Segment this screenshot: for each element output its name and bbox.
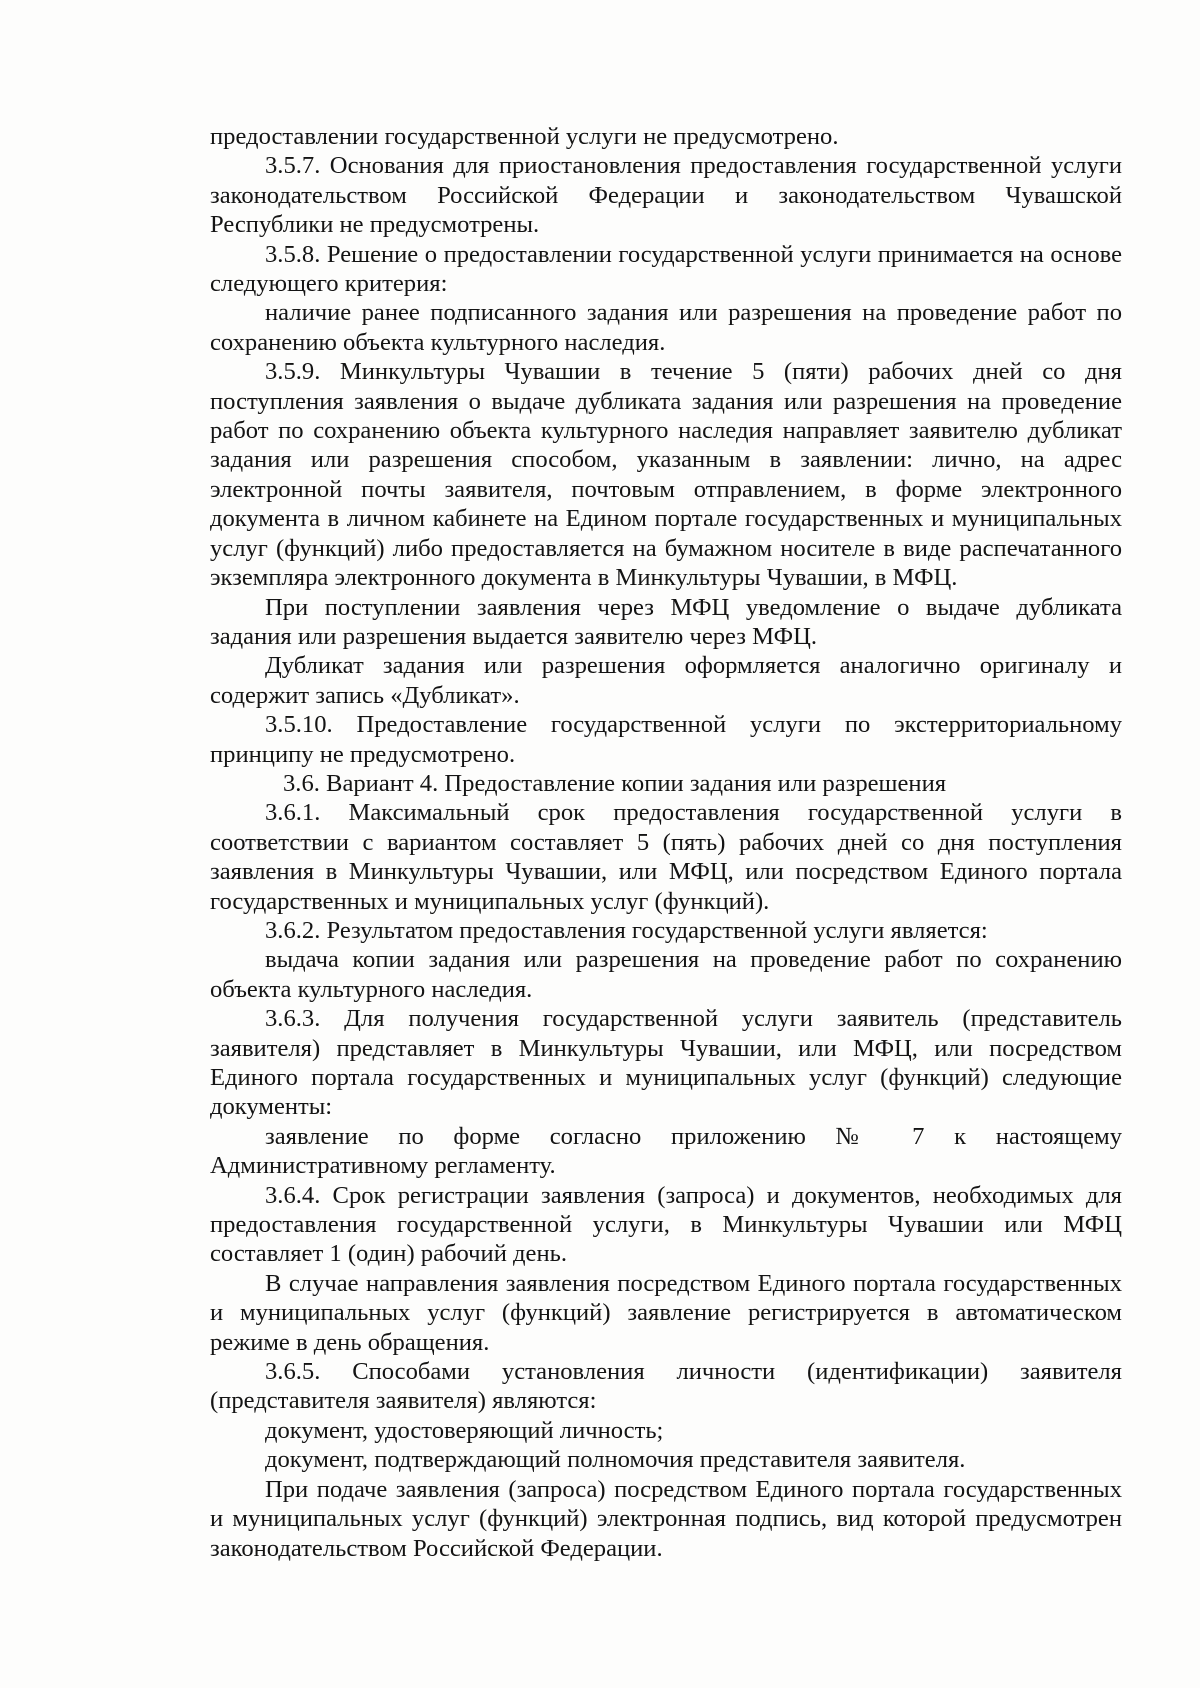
paragraph: 3.6.4. Срок регистрации заявления (запроса) и документов, необходимых для предоставления государственной услуги, в Минкультуры Чувашии или МФЦ составляет 1 (один) рабочий день. — [210, 1181, 1122, 1268]
paragraph: выдача копии задания или разрешения на проведение работ по сохранению объекта культурного наследия. — [210, 946, 1122, 1003]
paragraph: 3.6.3. Для получения государственной услуги заявитель (представитель заявителя) представляет в Минкультуры Чувашии, или МФЦ, или посредством Единого портала государственных и муниципальных услуг (функций) следующие документы: — [210, 1005, 1122, 1121]
paragraph: При подаче заявления (запроса) посредством Единого портала государственных и муниципальных услуг (функций) электронная подпись, вид которой предусмотрен законодательством Российской Федерации. — [210, 1475, 1122, 1562]
paragraph: 3.6.2. Результатом предоставления государственной услуги является: — [265, 916, 988, 944]
paragraph: предоставлении государственной услуги не предусмотрено. — [210, 123, 839, 150]
paragraph: При поступлении заявления через МФЦ уведомление о выдаче дубликата задания или разрешения выдается заявителю через МФЦ. — [210, 593, 1122, 650]
paragraph: 3.6.5. Способами установления личности (идентификации) заявителя (представителя заявителя) являются: — [210, 1358, 1122, 1415]
paragraph: 3.6.1. Максимальный срок предоставления государственной услуги в соответствии с вариантом составляет 5 (пять) рабочих дней со дня поступления заявления в Минкультуры Чувашии, или МФЦ, или посредством Единого портала государственных и муниципальных услуг (функций). — [210, 799, 1122, 915]
paragraph: Дубликат задания или разрешения оформляется аналогично оригиналу и содержит запись «Дубликат». — [210, 652, 1122, 709]
paragraph: 3.5.8. Решение о предоставлении государственной услуги принимается на основе следующего критерия: — [210, 240, 1122, 298]
paragraph: 3.5.7. Основания для приостановления предоставления государственной услуги законодательством Российской Федерации и законодательством Чувашской Республики не предусмотрены. — [210, 152, 1122, 239]
paragraph: 3.5.9. Минкультуры Чувашии в течение 5 (пяти) рабочих дней со дня поступления заявления о выдаче дубликата задания или разрешения на проведение работ по сохранению объекта культурного наследия направляет заявителю дубликат задания или разрешения способом, указанным в заявлении: лично, на адрес электронной почты заявителя, почтовым отправлением, в форме электронного документа в личном кабинете на Едином портале государственных и муниципальных услуг (функций) либо предоставляется на бумажном носителе в виде распечатанного экземпляра электронного документа в Минкультуры Чувашии, в МФЦ. — [210, 358, 1122, 592]
paragraph: документ, подтверждающий полномочия представителя заявителя. — [265, 1446, 966, 1474]
document-body — [210, 122, 1122, 1563]
paragraph: В случае направления заявления посредством Единого портала государственных и муниципальных услуг (функций) заявление регистрируется в автоматическом режиме в день обращения. — [210, 1269, 1122, 1356]
paragraph: 3.5.10. Предоставление государственной услуги по экстерриториальному принципу не предусмотрено. — [210, 711, 1122, 768]
section-heading: 3.6. Вариант 4. Предоставление копии задания или разрешения — [283, 769, 947, 797]
paragraph: наличие ранее подписанного задания или разрешения на проведение работ по сохранению объекта культурного наследия. — [210, 299, 1122, 356]
paragraph: документ, удостоверяющий личность; — [265, 1416, 664, 1444]
paragraph: заявление по форме согласно приложению № 7 к настоящему Административному регламенту. — [210, 1122, 1122, 1180]
